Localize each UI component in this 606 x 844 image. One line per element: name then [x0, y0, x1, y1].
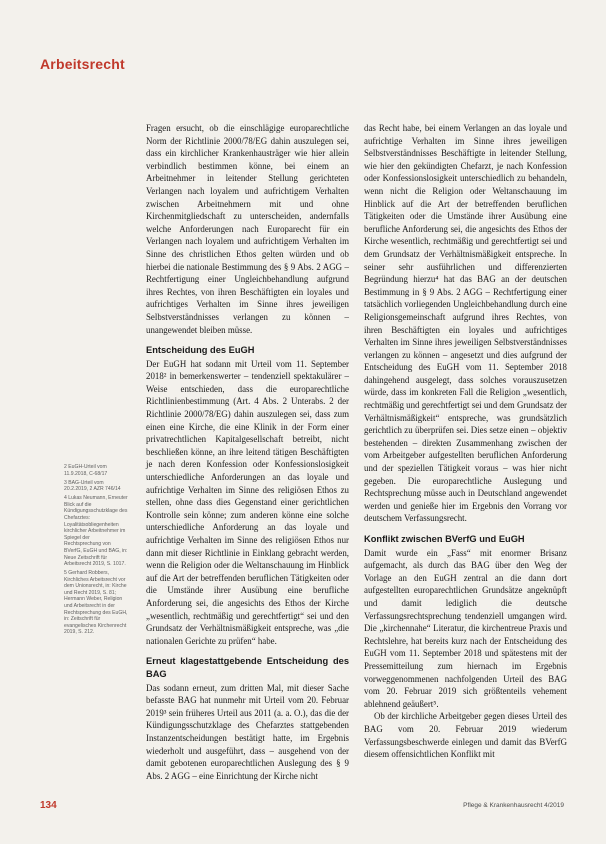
footnotes [64, 464, 128, 638]
text-column-right [364, 122, 567, 761]
subheading: Konflikt zwischen BVerfG und EuGH [364, 534, 525, 544]
section-title: Arbeitsrecht [40, 56, 125, 72]
page-number: 134 [40, 800, 57, 811]
paragraph: Ob der kirchliche Arbeitgeber gegen dieses Urteil des BAG vom 20. Februar 2019 wiederum Verfassungsbeschwerde einlegen und damit das BVerfG diesem offensichtlichen Konflikt mit [364, 711, 567, 760]
subheading: Erneut klagestattgebende Entscheidung des BAG [146, 656, 349, 679]
footnote: 2 EuGH-Urteil vom 11.9.2018, C-68/17 [64, 464, 108, 477]
paragraph: das Recht habe, bei einem Verlangen an das loyale und aufrichtige Verhalten im Sinne ihres jeweiligen Selbstverständnisses Beschäftigte in leitender Stellung, wie hier den gekündigten Chefarzt, je nach Konfession oder Konfessionslosigkeit unterschiedlich zu behandeln, wenn nicht die Religion oder Weltanschauung im Hinblick auf die Art der betreffenden beruflichen Tätigkeiten oder die Umstände ihrer Ausübung eine berufliche Anforderung sei, die angesichts des Ethos der Kirche wesentlich, rechtmäßig und gerechtfertigt sei und dem Grundsatz der Verhältnismäßigkeit entspreche. In seiner sehr ausführlichen und differenzierten Begründung hierzu⁴ hat das BAG an der deutschen Bestimmung in § 9 Abs. 2 AGG – Rechtfertigung einer tatsächlich vorliegenden Ungleichbehandlung durch eine Religionsgemeinschaft aufgrund ihres Rechtes, von ihren Beschäftigten ein loyales und aufrichtiges Verhalten im Sinne ihres jeweiligen Selbstverständnisses verlangen zu können – angesetzt und dies aufgrund der Entscheidung des EuGH vom 11. September 2018 dahingehend ausgelegt, dass solches vorauszusetzen würde, dass im konkreten Fall die Religion „wesentlich, rechtmäßig und gerechtfertigt sei und dem Grundsatz der Verhältnismäßigkeit“ entspreche, was grundsätzlich gerichtlich zu überprüfen sei. Dies setze einen – objektiv bestehenden – direkten Zusammenhang zwischen der vom Arbeitgeber aufgestellten beruflichen Anforderung und der speziellen Tätigkeit voraus – was hier nicht gegeben. Die europarechtliche Auslegung und Rechtsprechung müsse auch in Deutschland angewendet werden und genieße hier im Ergebnis den Vorrang vor deutschem Verfassungsrecht. [364, 123, 567, 524]
journal-reference: Pflege & Krankenhausrecht 4/2019 [463, 802, 564, 809]
footnote: 5 Gerhard Robbers, Kirchliches Arbeitsrecht vor dem Unionsrecht, in: Kirche und Recht 2019, S. 81; Hermann Weber, Religion und Arbeitsrecht in der Rechtsprechung des EuGH, in: Zeitschrift für evangelisches Kirchenrecht 2019, S. 212. [64, 570, 128, 636]
paragraph: Fragen ersucht, ob die einschlägige europarechtliche Norm der Richtlinie 2000/78/EG dahin auszulegen sei, dass ein kirchlicher Krankenhausträger wie hier allein verbindlich bestimmen könne, bei einem an Arbeitnehmer in leitender Stellung gerichteten Verlangen nach loyalem und aufrichtigem Verhalten zwischen Arbeitnehmern mit und ohne Kirchenmitgliedschaft zu unterscheiden, andernfalls welche Anforderungen nach Europarecht für ein Verlangen nach loyalem und aufrichtigem Verhalten im Sinne des christlichen Ethos gelten würden und ob hierbei die nationale Bestimmung des § 9 Abs. 2 AGG – Rechtfertigung einer Ungleichbehandlung aufgrund ihres Rechtes, von ihren Beschäftigten ein loyales und aufrichtiges Verhalten im Sinne ihres jeweiligen Selbstverständnisses verlangen zu können – unangewendet bleiben müsse. [146, 123, 349, 335]
paragraph: Damit wurde ein „Fass“ mit enormer Brisanz aufgemacht, als durch das BAG über den Weg der Vorlage an den EuGH zentral an die dann dort aufgestellten europarechtlichen Grundsätze angeknüpft und damit lediglich die deutsche Verfassungsrechtsprechung tendenziell umgangen wird. Die „kirchennahe“ Literatur, die kirchentreue Praxis und Rechtslehre, hat bereits kurz nach der Entscheidung des EuGH vom 11. September 2018 und spätestens mit der Pressemitteilung zum hiernach im Ergebnis vorweggenommenen nachfolgenden Urteil des BAG vom 20. Februar 2019 sich größtenteils vehement ablehnend geäußert⁵. [364, 547, 567, 709]
footnote: 3 BAG-Urteil vom 20.2.2019, 2 AZR 746/14 [64, 479, 121, 493]
text-column-left [146, 122, 349, 782]
footnote: 4 Lukas Neumann, Erneuter Blick auf die Kündigungsschutzklage des Chefarztes: Loyalitätsobliegenheiten kirchlicher Arbeitnehmer im Spiegel der Rechtsprechung von BVerfG, EuGH und BAG, in: Neue Zeitschrift für Arbeitsrecht 2019, S. 1017. [64, 495, 128, 568]
subheading: Entscheidung des EuGH [146, 345, 255, 356]
paragraph: Der EuGH hat sodann mit Urteil vom 11. September 2018² in bemerkenswerter – tendenziell spektakulärer – Weise entschieden, dass die europarechtliche Richtlinienbestimmung (Art. 4 Abs. 2 Unterabs. 2 der Richtlinie 2000/78/EG) dahin auszulegen sei, dass zum einen eine Kirche, die eine Klinik in der Form einer privatrechtlichen Kapitalgesellschaft betreibt, nicht beschließen könne, an ihre leitend tätigen Beschäftigten je nach deren Konfession oder Konfessionslosigkeit unterschiedliche Anforderungen an das loyale und aufrichtige Verhalten im Sinne des religiösen Ethos zu stellen, ohne dass dies Gegenstand einer gerichtlichen Kontrolle sein könne; zum anderen könne eine solche unterschiedliche Anforderung an das loyale und aufrichtige Verhalten im Sinne des religiösen Ethos nur dann mit dieser Richtlinie in Einklang gebracht werden, wenn die Religion oder die Weltanschauung im Hinblick auf die Art der betreffenden beruflichen Tätigkeiten oder die Umstände ihrer Ausübung eine berufliche Anforderung sei, die angesichts des Ethos der Kirche „wesentlich, rechtmäßig und gerechtfertigt“ sei und den Grundsatz der Verhältnismäßigkeit entspreche, was „die nationalen Gerichte zu prüfen“ habe. [146, 358, 349, 646]
paragraph: Das sodann erneut, zum dritten Mal, mit dieser Sache befasste BAG hat nunmehr mit Urteil vom 20. Februar 2019³ sein früheres Urteil aus 2011 (a. a. O.), das die der Kündigungsschutzklage des Chefarztes stattgebenden Instanzentscheidungen bestätigt hatte, im Ergebnis wiederholt und ausgeführt, dass – ausgehend von der damit gebotenen europarechtlichen Auslegung des § 9 Abs. 2 AGG – eine Einrichtung der Kirche nicht [146, 682, 349, 781]
